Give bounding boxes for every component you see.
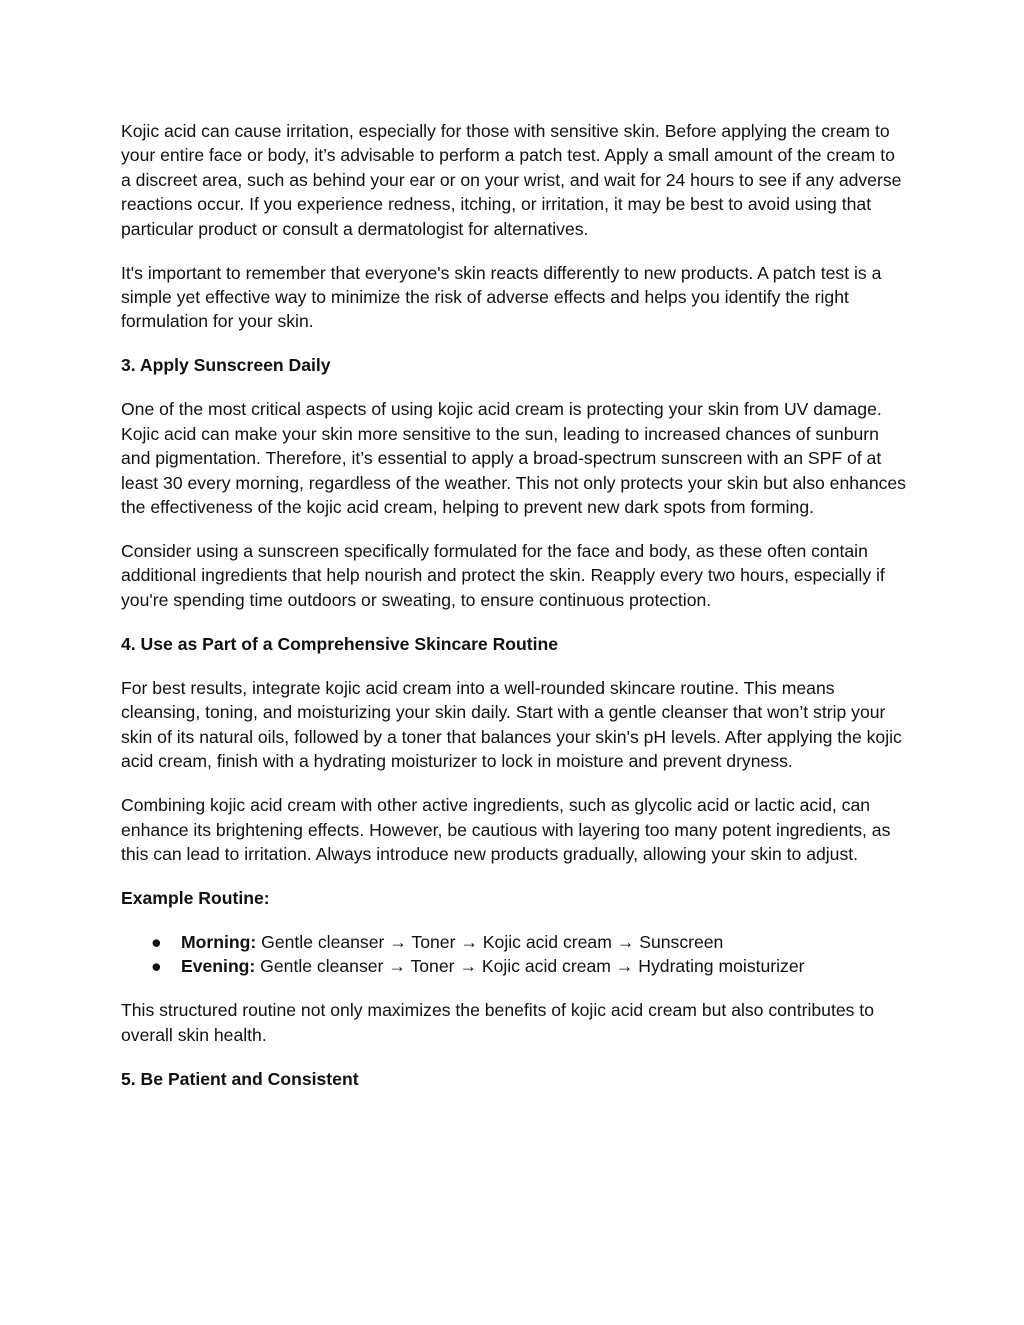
document-page: [121, 119, 907, 1111]
paragraph-routine-3: This structured routine not only maximizes the benefits of kojic acid cream but also contributes to overall skin health.: [121, 1000, 874, 1045]
paragraph-routine-2: Combining kojic acid cream with other active ingredients, such as glycolic acid or lactic acid, can enhance its brightening effects. However, be cautious with layering too many potent ingredients, as this can lead to irritation. Always introduce new products gradually, allowing your skin to adjust.: [121, 795, 891, 864]
list-item-evening: [121, 954, 907, 978]
list-item-morning: [121, 930, 907, 954]
heading-be-patient: 5. Be Patient and Consistent: [121, 1068, 359, 1089]
paragraph-routine-1: For best results, integrate kojic acid cream into a well-rounded skincare routine. This means cleansing, toning, and moisturizing your skin daily. Start with a gentle cleanser that won’t strip your skin of its natural oils, followed by a toner that balances your skin's pH levels. After applying the kojic acid cream, finish with a hydrating moisturizer to lock in moisture and prevent dryness.: [121, 677, 902, 772]
example-routine-list: [121, 930, 907, 979]
paragraph-sunscreen-2: Consider using a sunscreen specifically formulated for the face and body, as these often contain additional ingredients that help nourish and protect the skin. Reapply every two hours, especially if you're spending time outdoors or sweating, to ensure continuous protection.: [121, 541, 885, 610]
heading-example-routine: Example Routine:: [121, 887, 270, 908]
heading-skincare-routine: 4. Use as Part of a Comprehensive Skincare Routine: [121, 633, 559, 654]
routine-steps-morning: Gentle cleanser → Toner → Kojic acid cream → Sunscreen: [256, 931, 724, 952]
routine-steps-evening: Gentle cleanser → Toner → Kojic acid cream → Hydrating moisturizer: [255, 956, 805, 977]
paragraph-sunscreen-1: One of the most critical aspects of using kojic acid cream is protecting your skin from UV damage. Kojic acid can make your skin more sensitive to the sun, leading to increased chances of sunburn and pigmentation. Therefore, it’s essential to apply a broad-spectrum sunscreen with an SPF of at least 30 every morning, regardless of the weather. This not only protects your skin but also enhances the effectiveness of the kojic acid cream, helping to prevent new dark spots from forming.: [121, 399, 906, 518]
routine-term-evening: Evening:: [181, 956, 256, 977]
bullet-icon: ●: [151, 956, 162, 977]
routine-term-morning: Morning:: [181, 931, 257, 952]
bullet-icon: ●: [151, 931, 162, 952]
heading-apply-sunscreen: 3. Apply Sunscreen Daily: [121, 355, 331, 376]
paragraph-patch-test-1: Kojic acid can cause irritation, especially for those with sensitive skin. Before applying the cream to your entire face or body, it’s advisable to perform a patch test. Apply a small amount of the cream to a discreet area, such as behind your ear or on your wrist, and wait for 24 hours to see if any adverse reactions occur. If you experience redness, itching, or irritation, it may be best to avoid using that particular product or consult a dermatologist for alternatives.: [121, 121, 902, 239]
paragraph-patch-test-2: It's important to remember that everyone's skin reacts differently to new products. A patch test is a simple yet effective way to minimize the risk of adverse effects and helps you identify the right formulation for your skin.: [121, 262, 882, 332]
